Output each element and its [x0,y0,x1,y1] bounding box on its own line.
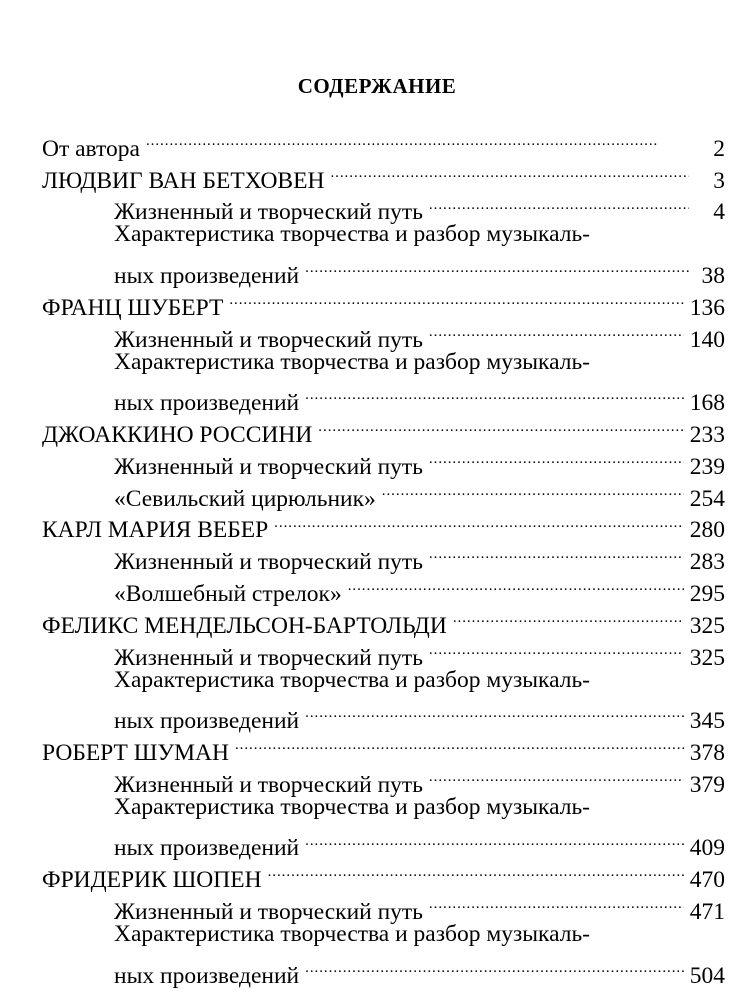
toc-entry [42,124,725,162]
toc-entry-label: ФРАНЦ ШУБЕРТ [42,294,224,321]
dot-leader [429,442,684,474]
toc-entry-label: ДЖОАККИНО РОССИНИ [42,421,313,448]
toc-entry-page: 283 [689,549,725,576]
toc-entry-label: Жизненный и творческий путь [114,199,423,226]
dot-leader [429,188,689,220]
toc-entry-label: КАРЛ МАРИЯ ВЕБЕР [42,517,269,544]
toc-entry [42,855,725,894]
toc-entry [42,506,725,544]
toc-entry-label-continued: ных произведений [114,835,300,862]
toc-entry-label: От автора [42,135,140,162]
toc-entry-label: Характеристика творчества и разбор музыкаль- [114,348,591,375]
toc-entry-label: Характеристика творчества и разбор музыкаль- [114,666,591,693]
toc-entry-label: «Волшебный стрелок» [114,580,342,607]
dot-leader [146,124,689,156]
toc-entry-label: Жизненный и творческий путь [114,326,423,353]
toc-entry-page: 136 [689,294,725,321]
dot-leader [305,251,689,283]
dot-leader [453,601,684,633]
toc-entry-label-continued: ных произведений [114,962,300,989]
dot-leader [305,378,684,410]
toc-entry-label: Жизненный и творческий путь [114,644,423,671]
toc-entry [42,283,725,321]
toc-entry-label: Жизненный и творческий путь [114,453,423,480]
dot-leader [348,569,684,601]
toc-entry-label: Жизненный и творческий путь [114,549,423,576]
toc-entry-label: Характеристика творчества и разбор музыкаль- [114,793,591,820]
toc-subentry [42,760,725,798]
dot-leader [305,951,684,983]
toc-entry-page: 378 [689,739,725,766]
dot-leader [235,728,684,760]
dot-leader [268,855,684,887]
toc-subentry-continuation [42,378,725,417]
dot-leader [429,760,684,792]
toc-entry-label: Характеристика творчества и разбор музыкаль- [114,221,591,248]
dot-leader [229,283,683,315]
toc-subentry [42,887,725,925]
toc-entry-page: 2 [713,135,725,162]
dot-leader [429,633,684,665]
page-title: СОДЕРЖАНИЕ [297,74,457,98]
toc-entry-page: 140 [689,326,725,353]
toc-entry-page: 345 [689,708,725,735]
toc-entry [42,156,725,194]
toc-entry-label: Жизненный и творческий путь [114,898,423,925]
toc-entry-label: ФЕЛИКС МЕНДЕЛЬСОН-БАРТОЛЬДИ [42,612,447,639]
toc-subentry [42,347,725,379]
dot-leader [305,824,684,856]
toc-entry-label: «Севильский цирюльник» [114,485,376,512]
toc-entry-label: Характеристика творчества и разбор музыкаль- [114,920,591,947]
toc-entry-page: 325 [689,644,725,671]
toc-subentry [42,474,725,512]
dot-leader [429,887,684,919]
toc-subentry [42,919,725,951]
toc-entry-page: 379 [689,771,725,798]
toc-entry-page: 470 [689,867,725,894]
toc-entry-label: РОБЕРТ ШУМАН [42,739,229,766]
toc-entry [42,728,725,766]
toc-entry-page: 295 [689,580,725,607]
toc-entry-label-continued: ных произведений [114,708,300,735]
toc-subentry [42,665,725,697]
toc-entry-label: ФРИДЕРИК ШОПЕН [42,867,262,894]
toc-subentry [42,537,725,576]
toc-subentry-continuation [42,696,725,735]
toc-entry-page: 409 [689,835,725,862]
toc-entry-page: 504 [689,962,725,989]
dot-leader [318,410,683,442]
dot-leader [274,506,684,538]
toc-entry-page: 239 [689,453,725,480]
toc-subentry [42,792,725,824]
dot-leader [429,315,684,347]
toc-subentry [42,633,725,671]
toc-entry-page: 325 [689,612,725,639]
toc-entry-label-continued: ных произведений [114,262,300,289]
toc-entry [42,601,725,639]
dot-leader [330,156,689,188]
dot-leader [305,696,684,728]
toc-entry-page: 471 [689,898,725,925]
toc-subentry-continuation [42,251,725,289]
toc-entry-label-continued: ных произведений [114,390,300,417]
toc-entry-page: 168 [689,390,725,417]
dot-leader [429,537,684,569]
toc-entry-page: 254 [689,485,725,512]
toc-subentry [42,315,725,353]
toc-entry-page: 280 [689,517,725,544]
toc-entry-page: 38 [701,262,725,289]
toc-subentry [42,188,725,226]
toc-entry-page: 3 [713,167,725,194]
toc-subentry-continuation [42,824,725,862]
table-of-contents [42,124,725,989]
dot-leader [382,474,684,506]
toc-subentry [42,442,725,480]
toc-entry-label: ЛЮДВИГ ВАН БЕТХОВЕН [42,167,325,194]
toc-entry [42,410,725,448]
toc-entry-page: 233 [689,421,725,448]
toc-entry-page: 4 [713,199,725,226]
toc-entry-label: Жизненный и творческий путь [114,771,423,798]
toc-subentry-continuation [42,951,725,989]
toc-subentry [42,219,725,251]
toc-subentry [42,569,725,607]
